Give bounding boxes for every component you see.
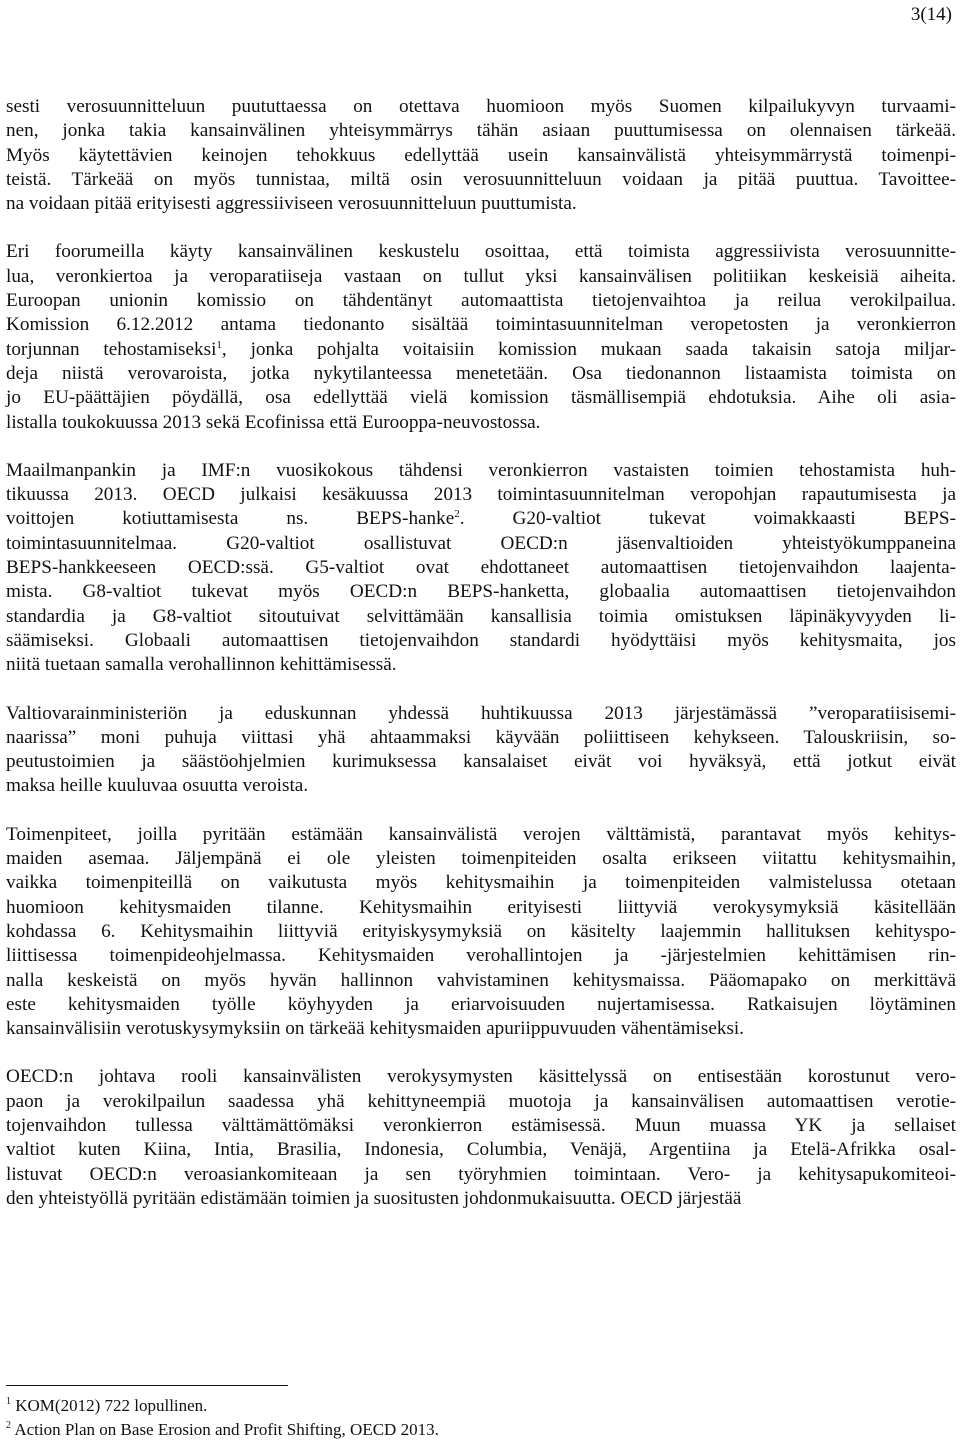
- text-line: maksa heille kuuluvaa osuutta veroista.: [6, 775, 309, 797]
- text-line: kansainvälisiin verotuskysymyksiin on tärkeää kehitysmaiden apuriippuvuuden vähentämiseksi.: [6, 1018, 745, 1040]
- text-line: voittojen kotiuttamisesta ns. BEPS-hanke$^2$. G20-valtiot tukevat voimakkaasti BEPS-: [6, 508, 956, 530]
- text-line: Eri foorumeilla käyty kansainvälinen keskustelu osoittaa, että toimista aggressiivista verosuunnitte-: [6, 241, 956, 263]
- footnote-ref: 1: [216, 338, 222, 351]
- footnote-text: KOM(2012) 722 lopullinen.: [15, 1396, 208, 1415]
- footnote-number: 1: [6, 1396, 11, 1407]
- text-line: Maailmanpankin ja IMF:n vuosikokous tähdensi veronkierron vastaisten toimien tehostamista huh-: [6, 459, 956, 481]
- footnotes: [6, 1394, 439, 1442]
- text-line: listuvat OECD:n veroasiankomiteaan ja sen työryhmien toimintaan. Vero- ja kehitysapukomiteoi-: [6, 1163, 956, 1185]
- paragraph: [6, 459, 956, 678]
- text-line: säämiseksi. Globaali automaattisen tietojenvaihdon standardi hyödyttäisi myös kehitysmaita, jos: [6, 629, 956, 651]
- text-line: este kehitysmaiden työlle köyhyyden ja eriarvoisuuden nujertamisessa. Ratkaisujen löytäminen: [6, 993, 956, 1015]
- text-line: vaikka toimenpiteillä on vaikutusta myös kehitysmaihin ja toimenpiteiden valmistelussa otetaan: [6, 872, 956, 894]
- page-number: 3(14): [910, 4, 952, 25]
- text-line: den yhteistyöllä pyritään edistämään toimien ja suositusten johdonmukaisuutta. OECD järjestää: [6, 1187, 742, 1209]
- text-line: lua, veronkiertoa ja veroparatiiseja vastaan on tullut yksi kansainvälisen politiikan keskeisiä aiheita.: [6, 265, 956, 287]
- footnote: [6, 1418, 439, 1442]
- text-line: sesti verosuunnitteluun puututtaessa on otettava huomioon myös Suomen kilpailukyvyn turvaami-: [6, 96, 956, 117]
- text-line: huomioon kehitysmaiden tilanne. Kehitysmaihin erityisesti liittyviä verokysymyksiä käsitellään: [6, 896, 956, 918]
- footnote-separator: [6, 1385, 288, 1386]
- text-line: toimintasuunnitelmaa. G20-valtiot osallistuvat OECD:n jäsenvaltioiden yhteistyökumppaneina: [6, 532, 956, 554]
- text-line: OECD:n johtava rooli kansainvälisten verokysymysten käsittelyssä on entisestään korostunut vero-: [6, 1066, 956, 1088]
- text-line: kohdassa 6. Kehitysmaihin liittyviä erityiskysymyksiä on käsitelty laajemmin hallituksen kehityspo-: [6, 920, 956, 942]
- text-line: maiden asemaa. Jäljempänä ei ole yleisten toimenpiteiden osalta erikseen viitattu kehitysmaihin,: [6, 848, 956, 870]
- footnote-number: 2: [6, 1420, 11, 1431]
- text-line: Euroopan unionin komissio on tähdentänyt automaattista tietojenvaihtoa ja reilua verokilpailua.: [6, 290, 956, 312]
- text-line: deja niistä verovaroista, jotka nykytilanteessa menetetään. Osa tiedonannon listaamista toimista on: [6, 362, 956, 384]
- footnote-ref: 2: [454, 508, 460, 521]
- text-line: Komission 6.12.2012 antama tiedonanto sisältää toimintasuunnitelman veropetosten ja veronkierron: [6, 314, 956, 336]
- paragraph: [6, 823, 956, 1042]
- text-line: mista. G8-valtiot tukevat myös OECD:n BEPS-hanketta, globaalia automaattisen tietojenvaihdon: [6, 581, 956, 603]
- text-line: standardia ja G8-valtiot sitoutuivat selvittämään kansallisia toimia omistuksen läpinäkyvyyden li-: [6, 605, 956, 627]
- text-line: BEPS-hankkeeseen OECD:ssä. G5-valtiot ovat ehdottaneet automaattisen tietojenvaihdon laajenta-: [6, 557, 956, 579]
- text-line: Toimenpiteet, joilla pyritään estämään kansainvälistä verojen välttämistä, parantavat myös kehitys-: [6, 823, 956, 845]
- paragraph: [6, 702, 956, 799]
- paragraph: [6, 95, 956, 216]
- text-line: nen, jonka takia kansainvälinen yhteisymmärrys tähän asiaan puuttumisessa on olennaisen tärkeää.: [6, 120, 956, 142]
- text-line: valtiot kuten Kiina, Intia, Brasilia, Indonesia, Columbia, Venäjä, Argentiina ja Etelä-Afrikka osal-: [6, 1139, 956, 1161]
- text-line: nalla keskeistä on myös hyvän hallinnon vahvistaminen kehitysmaissa. Pääomapako on merkittävä: [6, 969, 956, 991]
- text-line: torjunnan tehostamiseksi$^1$, jonka pohjalta voitaisiin komission mukaan saada takaisin satoja miljar-: [6, 338, 956, 360]
- text-line: naarissa” moni puhuja viittasi yhä ahtaammaksi käyvään poliittiseen kehykseen. Talouskriisin, so-: [6, 726, 956, 748]
- text-line: na voidaan pitää erityisesti aggressiiviseen verosuunnitteluun puuttumista.: [6, 193, 577, 215]
- text-line: tikuussa 2013. OECD julkaisi kesäkuussa 2013 toimintasuunnitelman veropohjan rapautumisesta ja: [6, 484, 956, 506]
- paragraph: [6, 240, 956, 434]
- body-text: [6, 95, 956, 1235]
- text-line: Valtiovarainministeriön ja eduskunnan yhdessä huhtikuussa 2013 järjestämässä ”veroparatiisisemi-: [6, 702, 956, 724]
- paragraph: [6, 1065, 956, 1211]
- text-line: teistä. Tärkeää on myös tunnistaa, miltä osin verosuunnitteluun voidaan ja pitää puuttua. Tavoittee-: [6, 168, 956, 190]
- text-line: paon ja verokilpailun saadessa yhä kehittyneempiä muotoja ja kansainvälisen automaattisen verotie-: [6, 1090, 956, 1112]
- text-line: listalla toukokuussa 2013 sekä Ecofinissa että Eurooppa-neuvostossa.: [6, 411, 541, 433]
- text-line: tojenvaihdon tullessa välttämättömäksi veronkierron estämisessä. Muun muassa YK ja sellaiset: [6, 1114, 956, 1136]
- text-line: peutustoimien ja säästöohjelmien kurimuksessa kansalaiset eivät voi hyväksyä, että jotkut eivät: [6, 751, 956, 773]
- text-line: niitä tuetaan samalla verohallinnon kehittämisessä.: [6, 654, 397, 676]
- text-line: liittisessa toimenpideohjelmassa. Kehitysmaiden verohallintojen ja -järjestelmien kehittämisen rin-: [6, 945, 956, 967]
- footnote: [6, 1394, 439, 1418]
- text-line: Myös käytettävien keinojen tehokkuus edellyttää usein kansainvälistä yhteisymmärrystä toimenpi-: [6, 144, 956, 166]
- footnote-text: Action Plan on Base Erosion and Profit Shifting, OECD 2013.: [14, 1420, 439, 1439]
- text-line: jo EU-päättäjien pöydällä, osa edellyttää vielä komission täsmällisempiä ehdotuksia. Aihe oli asia-: [6, 387, 956, 409]
